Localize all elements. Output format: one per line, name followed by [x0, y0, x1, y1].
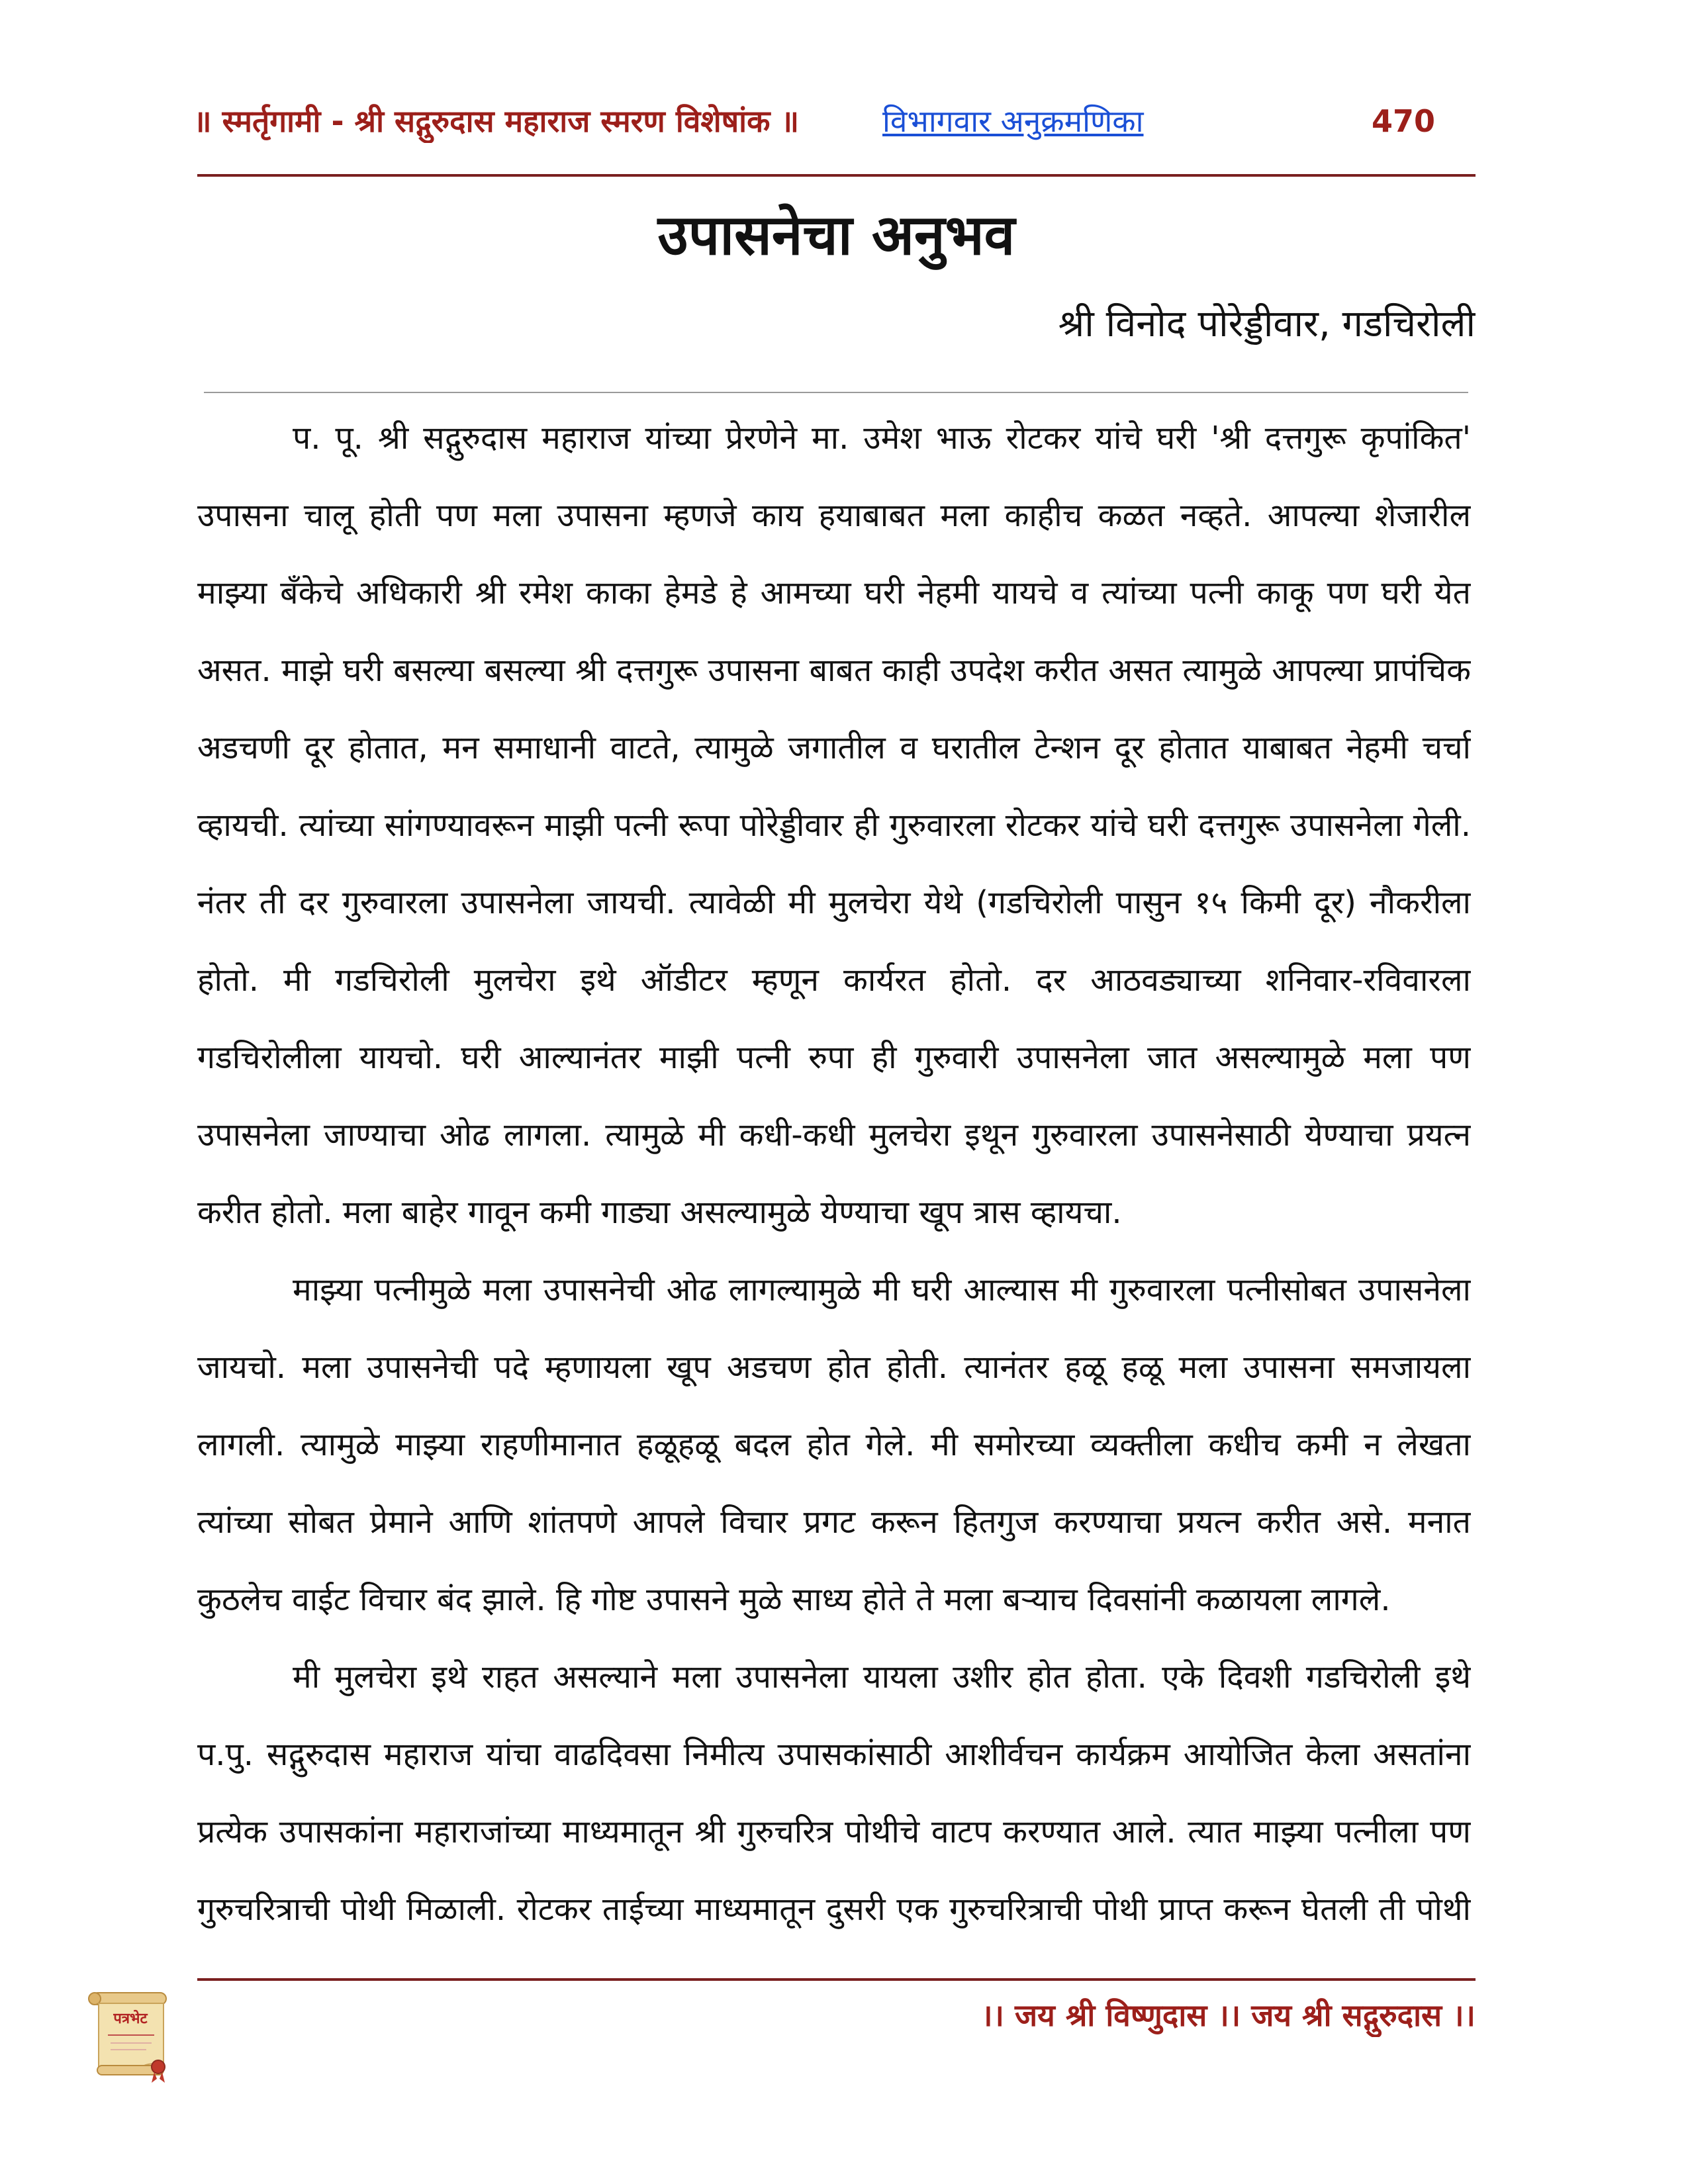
footer-slogan: ।। जय श्री विष्णुदास ।। जय श्री सद्गुरुदास ।। — [981, 1997, 1476, 2033]
text-line: उपासना चालू होती पण मला उपासना म्हणजे काय हयाबाबत मला काहीच कळत नव्हते. आपल्या शेजारील — [197, 497, 1471, 534]
page-number: 470 — [1371, 103, 1436, 139]
section-index-link[interactable]: विभागवार अनुक्रमणिका — [882, 103, 1144, 139]
text-line: प. पू. श्री सद्गुरुदास महाराज यांच्या प्रेरणेने मा. उमेश भाऊ रोटकर यांचे घरी 'श्री दत्तगुरू कृपांकित' — [293, 420, 1471, 457]
text-line: त्यांच्या सोबत प्रेमाने आणि शांतपणे आपले विचार प्रगट करून हितगुज करण्याचा प्रयत्न करीत असे. मनात — [197, 1504, 1471, 1541]
logo-text: पत्रभेट — [113, 2011, 148, 2027]
text-line: प.पु. सद्गुरुदास महाराज यांचा वाढदिवसा निमीत्य उपासकांसाठी आशीर्वचन कार्यक्रम आयोजित केला असतांना — [197, 1736, 1471, 1773]
text-line: अडचणी दूर होतात, मन समाधानी वाटते, त्यामुळे जगातील व घरातील टेन्शन दूर होतात याबाबत नेहमी चर्चा — [197, 729, 1471, 766]
text-line: असत. माझे घरी बसल्या बसल्या श्री दत्तगुरू उपासना बाबत काही उपदेश करीत असत त्यामुळे आपल्या प्रापंचिक — [197, 652, 1471, 689]
title-divider — [204, 392, 1468, 393]
header-divider — [197, 174, 1476, 177]
text-line: नंतर ती दर गुरुवारला उपासनेला जायची. त्यावेळी मी मुलचेरा येथे (गडचिरोली पासुन १५ किमी दूर) नौकरीला — [197, 884, 1471, 921]
footer-divider — [197, 1978, 1476, 1981]
text-line: गडचिरोलीला यायचो. घरी आल्यानंतर माझी पत्नी रुपा ही गुरुवारी उपासनेला जात असल्यामुळे मला पण — [197, 1039, 1471, 1076]
scroll-icon — [85, 1989, 178, 2085]
text-line: व्हायची. त्यांच्या सांगण्यावरून माझी पत्नी रूपा पोरेड्डीवार ही गुरुवारला रोटकर यांचे घरी दत्तगुरू उपासनेला गेली. — [197, 807, 1471, 844]
publication-header-title: ॥ स्मर्तृगामी - श्री सद्गुरुदास महाराज स्मरण विशेषांक ॥ — [193, 103, 799, 139]
text-line: जायचो. मला उपासनेची पदे म्हणायला खूप अडचण होत होती. त्यानंतर हळू हळू मला उपासना समजायला — [197, 1349, 1471, 1386]
text-line: प्रत्येक उपासकांना महाराजांच्या माध्यमातून श्री गुरुचरित्र पोथीचे वाटप करण्यात आले. त्यात माझ्या पत्नीला पण — [197, 1813, 1471, 1850]
text-line: होतो. मी गडचिरोली मुलचेरा इथे ऑडीटर म्हणून कार्यरत होतो. दर आठवड्याच्या शनिवार-रविवारला — [197, 962, 1471, 999]
text-line: लागली. त्यामुळे माझ्या राहणीमानात हळूहळू बदल होत गेले. मी समोरच्या व्यक्तीला कधीच कमी न लेखता — [197, 1426, 1471, 1463]
text-line: कुठलेच वाईट विचार बंद झाले. हि गोष्ट उपासने मुळे साध्य होते ते मला बऱ्याच दिवसांनी कळायला लागले. — [197, 1581, 1391, 1618]
text-line: मी मुलचेरा इथे राहत असल्याने मला उपासनेला यायला उशीर होत होता. एके दिवशी गडचिरोली इथे — [293, 1659, 1471, 1696]
article-title: उपासनेचा अनुभव — [657, 203, 1015, 267]
article-body — [197, 400, 1471, 1948]
text-line: माझ्या बँकेचे अधिकारी श्री रमेश काका हेमडे हे आमच्या घरी नेहमी यायचे व त्यांच्या पत्नी काकू पण घरी येत — [197, 574, 1471, 612]
text-line: करीत होतो. मला बाहेर गावून कमी गाड्या असल्यामुळे येण्याचा खूप त्रास व्हायचा. — [197, 1194, 1122, 1231]
text-line: उपासनेला जाण्याचा ओढ लागला. त्यामुळे मी कधी-कधी मुलचेरा इथून गुरुवारला उपासनेसाठी येण्याचा प्रयत्न — [197, 1116, 1471, 1154]
article-author: श्री विनोद पोरेड्डीवार, गडचिरोली — [1058, 302, 1476, 345]
text-line: गुरुचरित्राची पोथी मिळाली. रोटकर ताईच्या माध्यमातून दुसरी एक गुरुचरित्राची पोथी प्राप्त करून घेतली ती पोथी — [197, 1891, 1471, 1928]
text-line: माझ्या पत्नीमुळे मला उपासनेची ओढ लागल्यामुळे मी घरी आल्यास मी गुरुवारला पत्नीसोबत उपासनेला — [293, 1271, 1471, 1308]
